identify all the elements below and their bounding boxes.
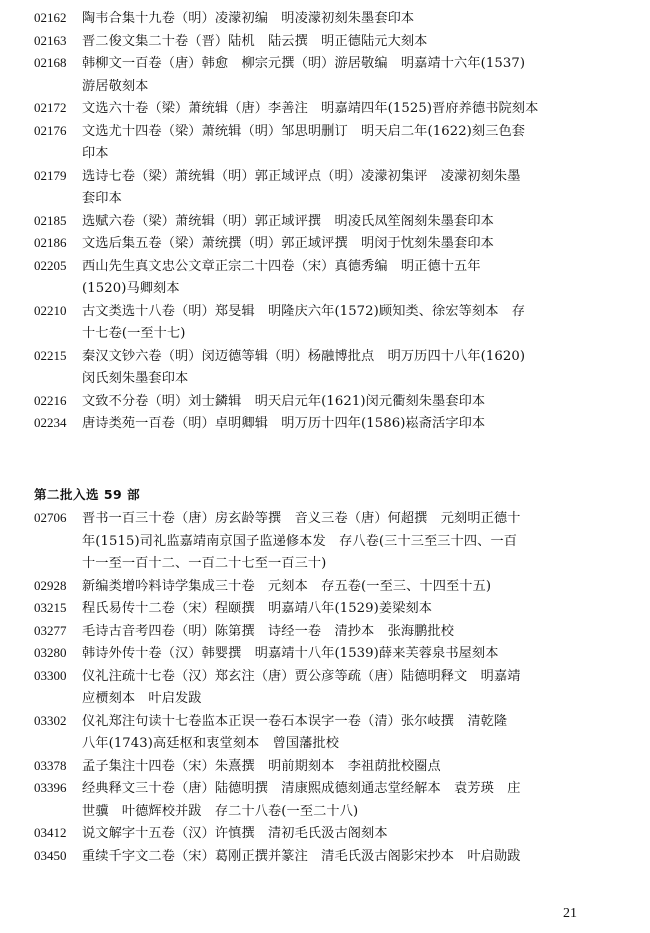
- entry-code: 02168: [34, 55, 67, 70]
- entry-code: 02186: [34, 235, 67, 250]
- catalog-entry: [34, 710, 606, 756]
- catalog-entry: [34, 30, 606, 54]
- page-number: 21: [563, 906, 577, 921]
- catalog-entry: [34, 210, 606, 234]
- entry-code: 02179: [34, 167, 67, 183]
- catalog-entry: [34, 232, 606, 256]
- entry-code: 02234: [34, 415, 67, 430]
- catalog-entry: [34, 845, 606, 869]
- entry-code: 02185: [34, 212, 67, 228]
- entry-text-continued: 世骥 叶德辉校并跋 存二十八卷(一至二十八): [82, 803, 359, 819]
- entry-code: 02162: [34, 10, 67, 25]
- entry-text: 文选尤十四卷（梁）萧统辑（明）邹思明删订 明天启二年(1622)刻三色套: [82, 123, 526, 139]
- catalog-entry: [34, 822, 606, 846]
- catalog-entry: [34, 665, 606, 711]
- entry-text: 古文类选十八卷（明）郑旻辑 明隆庆六年(1572)顾知类、徐宏等刻本 存: [82, 303, 526, 319]
- entry-text-continued: 游居敬刻本: [82, 78, 149, 94]
- catalog-entry: [34, 390, 606, 414]
- entry-text: 重续千字文二卷（宋）葛刚正撰并篆注 清毛氏汲古阁影宋抄本 叶启勋跋: [82, 848, 521, 864]
- entry-text: 程氏易传十二卷（宋）程颐撰 明嘉靖八年(1529)姜梁刻本: [82, 601, 433, 616]
- entry-text-continued: 套印本: [82, 191, 122, 206]
- entry-code: 02176: [34, 122, 67, 138]
- entry-text: 文选后集五卷（梁）萧统撰（明）郭正域评撰 明闵于忱刻朱墨套印本: [82, 236, 494, 251]
- entry-text-continued: 八年(1743)高廷枢和衷堂刻本 曾国藩批校: [82, 736, 340, 751]
- catalog-entry: [34, 165, 606, 211]
- entry-code: 02163: [34, 32, 67, 48]
- catalog-entry: [34, 597, 606, 621]
- entry-code: 03280: [34, 645, 67, 660]
- catalog-entry: [34, 120, 606, 166]
- catalog-entry: [34, 255, 606, 301]
- entry-text: 孟子集注十四卷（宋）朱熹撰 明前期刻本 李祖荫批校圈点: [82, 758, 441, 774]
- entry-code: 03277: [34, 622, 67, 638]
- entry-text: 仪礼郑注句读十七卷监本正误一卷石本误字一卷（清）张尔岐撰 清乾隆: [82, 713, 508, 729]
- entry-text: 晋二俊文集二十卷（晋）陆机 陆云撰 明正德陆元大刻本: [82, 33, 428, 49]
- entry-text: 新编类增吟料诗学集成三十卷 元刻本 存五卷(一至三、十四至十五): [82, 578, 492, 594]
- entry-text: 选赋六卷（梁）萧统辑（明）郭正域评撰 明凌氏凤笙阁刻朱墨套印本: [82, 213, 494, 229]
- entry-text: 毛诗古音考四卷（明）陈第撰 诗经一卷 清抄本 张海鹏批校: [82, 623, 455, 639]
- entry-code: 03412: [34, 825, 67, 840]
- entry-code: 02205: [34, 257, 67, 273]
- entry-text: 西山先生真文忠公文章正宗二十四卷（宋）真德秀编 明正德十五年: [82, 258, 481, 274]
- catalog-entry: [34, 7, 606, 31]
- entry-text: 秦汉文钞六卷（明）闵迈德等辑（明）杨融博批点 明万历四十八年(1620): [82, 348, 526, 364]
- entry-text: 晋书一百三十卷（唐）房玄龄等撰 音义三卷（唐）何超撰 元刻明正德十: [82, 511, 521, 526]
- catalog-entry: [34, 345, 606, 391]
- catalog-entry: [34, 642, 606, 666]
- entry-code: 02215: [34, 347, 67, 363]
- catalog-entry: [34, 52, 606, 98]
- catalog-entry: [34, 620, 606, 644]
- entry-code: 02172: [34, 100, 67, 115]
- entry-text: 唐诗类苑一百卷（明）卓明卿辑 明万历十四年(1586)崧斋活字印本: [82, 416, 486, 431]
- catalog-entry: [34, 755, 606, 779]
- section-title: 第二批入选 59 部: [34, 487, 141, 502]
- catalog-entry: [34, 777, 606, 823]
- entry-code: 03215: [34, 600, 67, 615]
- entry-text: 陶韦合集十九卷（明）凌濛初编 明凌濛初刻朱墨套印本: [82, 11, 415, 26]
- entry-text: 说文解字十五卷（汉）许慎撰 清初毛氏汲古阁刻本: [82, 826, 388, 841]
- entry-text-continued: (1520)马卿刻本: [82, 281, 180, 296]
- entry-text: 韩诗外传十卷（汉）韩婴撰 明嘉靖十八年(1539)薛来芙蓉泉书屋刻本: [82, 646, 499, 661]
- entry-text: 选诗七卷（梁）萧统辑（明）郭正域评点（明）凌濛初集评 凌濛初刻朱墨: [82, 168, 521, 184]
- catalog-entry: [34, 300, 606, 346]
- entry-code: 03378: [34, 757, 67, 773]
- entry-code: 02928: [34, 577, 67, 593]
- entry-code: 02216: [34, 392, 67, 408]
- entry-text: 经典释文三十卷（唐）陆德明撰 清康熙成德刻通志堂经解本 袁芳瑛 庄: [82, 781, 521, 796]
- entry-text-continued: 应槚刻本 叶启发跋: [82, 691, 202, 706]
- entry-code: 02706: [34, 510, 67, 525]
- entry-text-continued: 印本: [82, 146, 109, 161]
- entry-text-continued: 年(1515)司礼监嘉靖南京国子监递修本发 存八卷(三十三至三十四、一百: [82, 533, 518, 549]
- entry-code: 03300: [34, 667, 67, 683]
- catalog-entry: [34, 412, 606, 436]
- entry-code: 03450: [34, 847, 67, 863]
- catalog-entry: [34, 575, 606, 599]
- entry-text-continued: 十七卷(一至十七): [82, 326, 186, 341]
- entry-text-continued: 闵氏刻朱墨套印本: [82, 371, 189, 386]
- entry-code: 03396: [34, 780, 67, 795]
- entry-text: 韩柳文一百卷（唐）韩愈 柳宗元撰（明）游居敬编 明嘉靖十六年(1537): [82, 56, 526, 71]
- entry-text-continued: 十一至一百十二、一百二十七至一百三十): [82, 556, 327, 571]
- entry-text: 仪礼注疏十七卷（汉）郑玄注（唐）贾公彦等疏（唐）陆德明释文 明嘉靖: [82, 668, 521, 684]
- entry-text: 文选六十卷（梁）萧统辑（唐）李善注 明嘉靖四年(1525)晋府养德书院刻本: [82, 101, 539, 116]
- entry-code: 03302: [34, 712, 67, 728]
- entry-text: 文致不分卷（明）刘士鏻辑 明天启元年(1621)闵元衢刻朱墨套印本: [82, 393, 486, 409]
- catalog-entry: [34, 97, 606, 121]
- catalog-entry: [34, 507, 606, 576]
- entry-code: 02210: [34, 302, 67, 318]
